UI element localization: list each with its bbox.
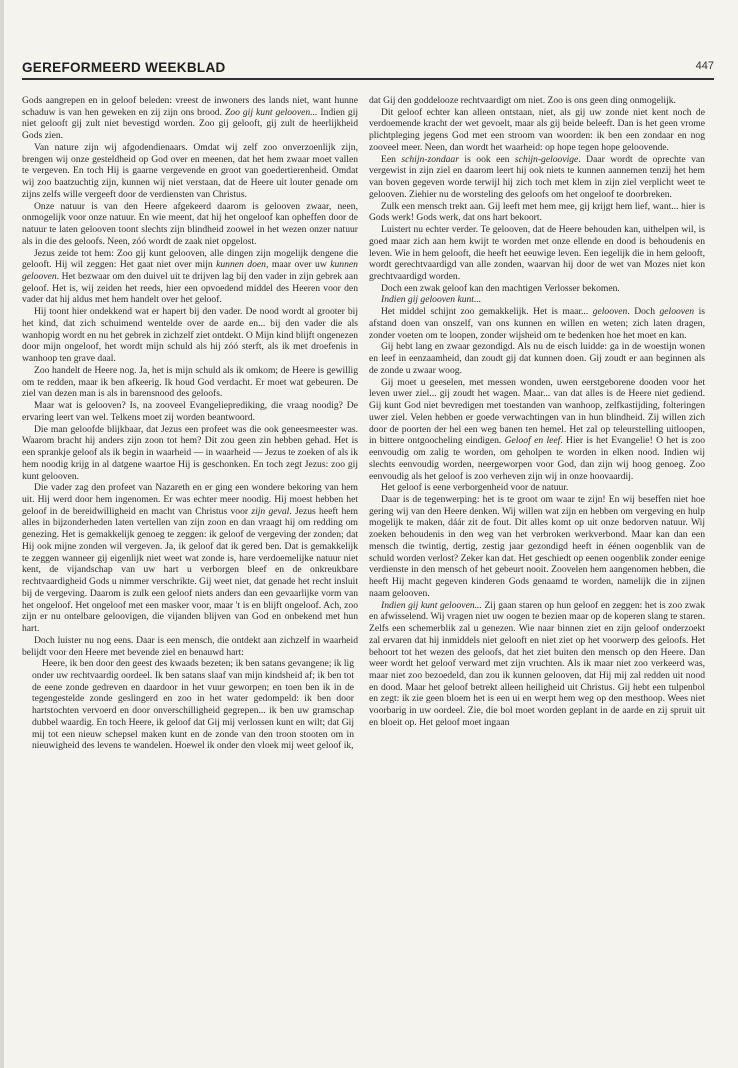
right-column <box>369 95 705 729</box>
paragraph: Gij hebt lang en zwaar gezondigd. Als nu de eisch luidde: ga in de woestijn wonen en leef in eenzaamheid, dan zoudt gij dat kunnen doen. Gij zoudt er aan beginnen als de zonde u zwaar woog. <box>369 341 705 376</box>
paragraph: Zulk een mensch trekt aan. Gij leeft met hem mee, gij krijgt hem lief, want... hier is Gods werk! Gods werk, dat ons hart bekoort. <box>369 200 705 224</box>
paragraph: Doch luister nu nog eens. Daar is een mensch, die ontdekt aan zichzelf in waarheid belijdt voor den Heere met bevende ziel en benauwd hart: <box>22 634 358 658</box>
paragraph: Jezus zeide tot hem: Zoo gij kunt gelooven, alle dingen zijn mogelijk dengene die gelooft. Hij wil zeggen: Het gaat niet over mijn kunnen doen, maar over uw kunnen gelooven. Het bezwaar om den duivel uit te drijven lag bij den vader in zijn gebrek aan geloof. Het is, wij zeiden het reeds, hier een opvoedend middel des Heeren voor den vader dat hij aldus met hem handelt over het geloof. <box>22 247 358 306</box>
paragraph: Het geloof is eene verborgenheid voor de natuur. <box>381 482 569 494</box>
paragraph: Onze natuur is van den Heere afgekeerd daarom is gelooven zwaar, neen, onmogelijk voor onze natuur. En wie meent, dat hij het ongeloof kan opheffen door de natuur te laten gelooven toont slechts zijn blindheid zoowel in het wezen onzer natuur als in die des geloofs. Neen, zóó wordt de zaak niet opgelost. <box>22 200 358 247</box>
left-column <box>22 95 358 752</box>
paragraph: dat Gij den goddelooze rechtvaardigt om niet. Zoo is ons geen ding onmogelijk. <box>369 95 676 106</box>
journal-title: GEREFORMEERD WEEKBLAD <box>22 60 226 75</box>
paragraph: Daar is de tegenwerping: het is te groot om waar te zijn! En wij beseffen niet hoe gering wij van den Heere denken. Wij willen wat zijn en hebben om vergeving en hulp mogelijk te maken, dáár zit de fout. Dit alles komt op uit onze bedorven natuur. Wij zoeken behoudenis in den weg van het verbroken werkverbond. Maar kan dan een mensch die twintig, dertig, zestig jaar gezondigd heeft in éénen oogenblik van de schuld worden verlost? Zeker kan dat. Het geschiedt op eenen oogenblik zonder eenige verdienste in den mensch of het gebeurt nooit. Zoovelen hem aangenomen hebben, die heeft Hij macht gegeven kinderen Gods genaamd te worden, namelijk die in zijnen naam gelooven. <box>369 493 705 599</box>
paragraph: Dit geloof echter kan alleen ontstaan, niet, als gij uw zonde niet kent noch de verdoemende kracht der wet gevoelt, maar als gij beide beleeft. Dan is het geen vrome plichtpleging jegens God met een stroom van woorden: ik ben een zondaar en nog zooveel meer. Neen, dan wordt het waarheid: op hope tegen hope geloovende. <box>369 106 705 153</box>
paragraph: Zoo handelt de Heere nog. Ja, het is mijn schuld als ik omkom; de Heere is gewillig om te redden, maar ik ben afkeerig. Ik houd God verdacht. Er moet wat gebeuren. De ziel van dezen man is als in barensnood des geloofs. <box>22 364 358 400</box>
running-header <box>22 60 714 78</box>
paragraph: Gods aangrepen en in geloof beleden: vreest de inwoners des lands niet, want hunne schaduw is van hen geweken en zij zijn ons brood. Zoo gij kunt gelooven... Indien gij niet gelooft gij zult niet bevestigd worden. Zoo gij gelooft, gij zult de heerlijkheid Gods zien. <box>22 95 359 142</box>
header-rule <box>22 78 714 80</box>
paragraph: Hij toont hier ondekkend wat er hapert bij den vader. De nood wordt al grooter bij het kind, dat zich schuimend wentelde over de aarde en... bij den vader die als wanhopig wordt en nu het gebrek in zichzelf ziet ontdekt. O Mijn kind blijft ongenezen door mijn ongeloof, het wordt mijn schuld als hij zóó sterft, als ik met droefenis in wanhoop ten grave daal. <box>22 306 358 365</box>
paragraph: Luistert nu echter verder. Te gelooven, dat de Heere behouden kan, uithelpen wil, is goed maar zich aan hem kwijt te worden met onze ellende en dood is behoudenis en leven. Wie in hem gelooft, die heeft het eeuwige leven. Een iegelijk die in hem gelooft, wordt gerechtvaardigd van alle zonden, waarvan hij door de wet van Mozes niet kon grechtvaardigd worden. <box>369 224 705 283</box>
paragraph: Indien gij gelooven kunt... <box>381 294 482 306</box>
paragraph: Gij moet u geeselen, met messen wonden, uwen eerstgeborene dooden voor het leven uwer ziel... gij zoudt het wagen. Maar... van dat alles is de Heere niet gediend. Gij kunt God niet bevredigen met toestanden van wanhoop, zelfkastijding, folteringen uwer ziel. Velen hebben er goede verwachtingen van in hun blindheid. Zij willen zich door de poorten der hel een weg banen ten hemel. Het zal op teleurstelling uitloopen, in bittere ontgoocheling eindigen. Geloof en leef. Hier is het Evangelie! O het is zoo eenvoudig om zalig te worden, om geholpen te worden in elken nood. Indien wij slechts eenvoudig worden, neergeworpen voor God, dan zijn wij hoog genoeg. Zoo eenvoudig als het geloof is zoo verheven zijn wij in onze hoovaardij. <box>369 376 705 482</box>
paragraph: Maar wat is gelooven? Is, na zooveel Evangelieprediking, die vraag noodig? De ervaring leert van wel. Telkens moet zij worden beantwoord. <box>22 400 358 423</box>
paragraph: Doch een zwak geloof kan den machtigen Verlosser bekomen. <box>381 282 620 294</box>
paragraph: Van nature zijn wij afgodendienaars. Omdat wij zelf zoo onverzoenlijk zijn, brengen wij onze gesteldheid op God over en meenen, dat het hem zwaar moet vallen te vergeven. En toch Hij is gaarne vergevende en groot van goedertierenheid. Omdat wij zoo baatzuchtig zijn, kunnen wij niet verstaan, dat de Heere uit louter genade om zijns zelfs wille vergeeft door de verdiensten van Christus. <box>22 141 358 200</box>
page-number: 447 <box>695 60 714 72</box>
paragraph: Heere, ik ben door den geest des kwaads bezeten; ik ben satans gevangene; ik lig onder uw rechtvaardig oordeel. Ik ben satans slaaf van mijn kindsheid af; ik ben tot de eene zonde gedreven en daardoor in het vuur geworpen; en toen ben ik in de tegengestelde zonde geslingerd en zoo in het water gedompeld: ik ben door hartstochten vervoerd en door onverschilligheid gegrepen... ik ben uw gramschap dubbel waardig. En toch Heere, ik geloof dat Gij mij verlossen kunt en wilt; dat Gij mij tot een nieuw schepsel maken kunt en de zonde van den troon stooten om in nieuwigheid des levens te wandelen. Hoewel ik onder den vloek mij weet geloof ik, <box>32 658 354 752</box>
paragraph: Een schijn-zondaar is ook een schijn-geloovige. Daar wordt de oprechte van vergewist in zijn ziel en daarom leert hij ook niets te kunnen aannemen tenzij het hem van boven gegeven worde terwijl hij zich toch met klem in zijn ziel verplicht weet te gelooven. Ziehier nu de worsteling des geloofs om het ongeloof te doorbreken. <box>369 153 705 200</box>
paragraph: Het middel schijnt zoo gemakkelijk. Het is maar... gelooven. Doch gelooven is afstand doen van onszelf, van ons kunnen en willen en weten; zich laten dragen, zonder voeten om te loopen, zonder wijsheid om te bedenken hoe het moet en kan. <box>369 306 705 341</box>
paragraph: Indien gij kunt gelooven... Zij gaan staren op hun geloof en zeggen: het is zoo zwak en afwisselend. Wij vragen niet uw oogen te bezien maar op de koperen slang te staren. Zelfs een schemerblik zal u genezen. Wie naar binnen ziet en zijn geloof onderzoekt zal ervaren dat hij inmiddels niet gelooft en niet ziet op het voorwerp des geloofs. Het behoort tot het wezen des geloofs, dat het ziet buiten den mensch op den Heere. Dan weer wordt het geloof verward met zijn vruchten. Als ik maar niet zoo verkeerd was, maar niet zoo bezoedeld, dan zou ik kunnen gelooven, dat Hij mij zal redden uit nood en dood. Maar het geloof betrekt alleen heiligheid uit Christus. Gij hebt een tulpenbol en zegt: ik zie geen bloem het is een ui en werpt hem weg op den mesthoop. Wees niet voorbarig in uw oordeel. Zie, die bol moet worden geplant in de aarde en zij spruit uit en bloeit op. Het geloof moet ingaan <box>369 599 705 728</box>
paragraph: Die vader zag den profeet van Nazareth en er ging een wondere bekoring van hem uit. Hij werd door hem ingenomen. Er was echter meer noodig. Hij moest hebben het geloof in de bereidwilligheid en macht van Christus voor zijn geval. Jezus heeft hem alles in bijzonderheden laten vertellen van zijn zoon en dan vraagt hij om redding om genezing. Het is gemakkelijk genoeg te zeggen: ik geloof de vergeving der zonden; dat Hij ook mijne zonden wil vergeven. Ja, ik geloof dat ik gered ben. Dat is gemakkelijk te zeggen wanneer gij eigenlijk niet weet wat zonde is, hare verdoemelijke natuur niet kent, de vijandschap van uw hart u verborgen bleef en de onkreukbare rechtvaardigheid Gods u nimmer verschrikte. Gij weet niet, dat genade het recht insluit bij de vergeving. Daarom is zulk een geloof niets anders dan een gevaarlijke vorm van het ongeloof. Het ongeloof met een masker voor, maar 't is en blijft ongeloof. Ach, zoo zijn er nu ontelbare geloovigen, die vijanden blijven van God en onbekend met hun hart. <box>22 482 358 635</box>
page-edge <box>0 0 4 1068</box>
paragraph: Die man geloofde blijkbaar, dat Jezus een profeet was die ook geneesmeester was. Waarom bracht hij anders zijn zoon tot hem? Dit zou geen zin hebben gehad. Het is een sprankje geloof als ik begin in waarheid — in waarheid — Jezus te zoeken of als ik hem noodig krijg in al datgene waartoe Hij is geschonken. En toch zegt Jezus: zoo gij kunt gelooven. <box>22 423 358 482</box>
